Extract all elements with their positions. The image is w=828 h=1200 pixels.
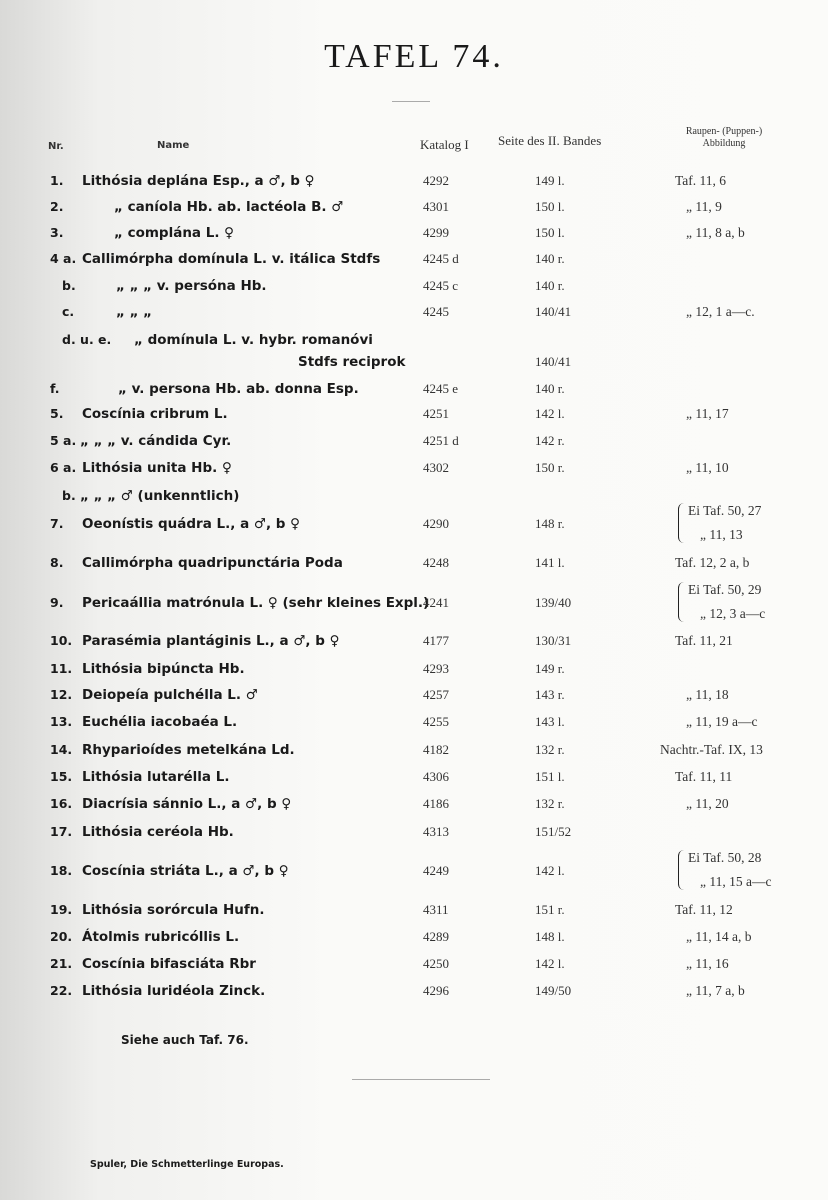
table-row <box>0 331 828 353</box>
table-row <box>0 432 828 454</box>
row-abbildung: „ 11, 20 <box>686 796 729 811</box>
footer-credit: Spuler, Die Schmetterlinge Europas. <box>90 1159 284 1170</box>
table-row <box>0 632 828 654</box>
row-abbildung-secondary: „ 11, 13 <box>700 527 743 542</box>
row-seite: 143 l. <box>535 714 565 729</box>
row-katalog: 4289 <box>423 929 449 944</box>
row-katalog: 4292 <box>423 173 449 188</box>
row-nr: 18. <box>50 863 73 878</box>
row-abbildung: „ 11, 17 <box>686 406 729 421</box>
grouping-brace <box>678 582 684 622</box>
row-name: „ „ „ <box>116 304 153 320</box>
row-name: Oeonístis quádra L., a ♂, b ♀ <box>82 516 301 532</box>
header-abbildung: Raupen- (Puppen-) Abbildung <box>685 126 763 149</box>
row-abbildung-secondary: „ 11, 15 a—c <box>700 874 772 889</box>
header-seite: Seite des II. Bandes <box>498 133 602 148</box>
row-nr: 12. <box>50 687 73 702</box>
row-name: „ „ „ ♂ (unkenntlich) <box>80 488 240 504</box>
row-nr: 4 a. <box>50 251 77 266</box>
table-row <box>0 459 828 481</box>
row-seite: 132 r. <box>535 742 565 757</box>
row-katalog: 4257 <box>423 687 449 702</box>
row-name: „ domínula L. v. hybr. romanóvi <box>134 332 373 348</box>
row-name: Callimórpha domínula L. v. itálica Stdfs <box>82 251 381 267</box>
row-katalog: 4177 <box>423 633 449 648</box>
table-row <box>0 713 828 735</box>
row-seite: 140 r. <box>535 278 565 293</box>
row-abbildung: „ 11, 18 <box>686 687 729 702</box>
row-seite: 140/41 <box>535 354 572 369</box>
row-katalog: 4306 <box>423 769 449 784</box>
row-nr: 9. <box>50 595 64 610</box>
row-name: Deiopeía pulchélla L. ♂ <box>82 687 258 703</box>
row-name: Lithósia luridéola Zinck. <box>82 983 266 999</box>
row-katalog: 4255 <box>423 714 449 729</box>
row-abbildung: Ei Taf. 50, 27 <box>688 503 762 518</box>
row-name: Euchélia iacobaéa L. <box>82 714 238 730</box>
row-nr: 14. <box>50 742 73 757</box>
row-name: Lithósia sorórcula Hufn. <box>82 902 265 918</box>
row-nr: 5. <box>50 406 64 421</box>
row-nr: 17. <box>50 824 73 839</box>
grouping-brace <box>678 850 684 890</box>
row-abbildung: Taf. 12, 2 a, b <box>675 555 750 570</box>
row-katalog: 4299 <box>423 225 449 240</box>
table-row <box>0 850 828 889</box>
row-abbildung: „ 11, 8 a, b <box>686 225 745 240</box>
row-abbildung: „ 11, 10 <box>686 460 729 475</box>
row-seite: 150 r. <box>535 460 565 475</box>
row-name: Lithósia bipúncta Hb. <box>82 661 245 677</box>
row-name: Lithósia deplána Esp., a ♂, b ♀ <box>82 173 315 189</box>
row-seite: 148 r. <box>535 516 565 531</box>
row-name: Pericaállia matrónula L. ♀ (sehr kleines Expl.) <box>82 595 430 611</box>
row-name: Diacrísia sánnio L., a ♂, b ♀ <box>82 796 292 812</box>
table-row <box>0 982 828 1004</box>
row-name: „ caníola Hb. ab. lactéola B. ♂ <box>114 199 344 215</box>
row-seite: 151/52 <box>535 824 572 839</box>
row-name: Rhyparioídes metelkána Ld. <box>82 742 295 758</box>
title-divider <box>392 101 430 102</box>
table-row <box>0 303 828 325</box>
row-nr: 11. <box>50 661 73 676</box>
table-row <box>0 250 828 272</box>
row-nr: 16. <box>50 796 73 811</box>
row-seite: 132 r. <box>535 796 565 811</box>
header-nr: Nr. <box>48 141 64 152</box>
row-name: Lithósia unita Hb. ♀ <box>82 460 232 476</box>
row-nr: 1. <box>50 173 64 188</box>
row-abbildung: „ 11, 16 <box>686 956 729 971</box>
row-name: Lithósia lutarélla L. <box>82 769 230 785</box>
row-katalog: 4249 <box>423 863 449 878</box>
row-name: Stdfs reciprok <box>298 354 406 370</box>
row-name: „ complána L. ♀ <box>114 225 235 241</box>
table-row <box>0 823 828 845</box>
row-name: „ „ „ v. cándida Cyr. <box>80 433 232 449</box>
row-nr: c. <box>62 304 75 319</box>
row-abbildung: Taf. 11, 11 <box>675 769 733 784</box>
see-also-note: Siehe auch Taf. 76. <box>121 1033 249 1047</box>
row-seite: 142 l. <box>535 956 565 971</box>
row-nr: 7. <box>50 516 64 531</box>
table-row <box>0 277 828 299</box>
row-nr: 20. <box>50 929 73 944</box>
row-katalog: 4251 d <box>423 433 459 448</box>
row-katalog: 4248 <box>423 555 449 570</box>
row-abbildung: Nachtr.-Taf. IX, 13 <box>660 742 763 757</box>
row-nr: 10. <box>50 633 73 648</box>
row-abbildung: Taf. 11, 6 <box>675 173 727 188</box>
row-katalog: 4241 <box>423 595 449 610</box>
table-row <box>0 405 828 427</box>
row-abbildung: „ 11, 9 <box>686 199 722 214</box>
table-row <box>0 955 828 977</box>
table-row <box>0 795 828 817</box>
row-nr: 19. <box>50 902 73 917</box>
row-nr: d. u. e. <box>62 332 112 347</box>
row-seite: 148 l. <box>535 929 565 944</box>
row-seite: 142 r. <box>535 433 565 448</box>
row-katalog: 4302 <box>423 460 449 475</box>
row-nr: 3. <box>50 225 64 240</box>
row-name: „ v. persona Hb. ab. donna Esp. <box>118 381 359 397</box>
row-seite: 151 l. <box>535 769 565 784</box>
row-katalog: 4245 <box>423 304 449 319</box>
row-nr: 6 a. <box>50 460 77 475</box>
row-katalog: 4250 <box>423 956 449 971</box>
row-katalog: 4182 <box>423 742 449 757</box>
row-seite: 143 r. <box>535 687 565 702</box>
row-name: Coscínia striáta L., a ♂, b ♀ <box>82 863 289 879</box>
row-seite: 150 l. <box>535 199 565 214</box>
row-nr: b. <box>62 488 76 503</box>
row-seite: 149/50 <box>535 983 572 998</box>
row-katalog: 4313 <box>423 824 449 839</box>
row-abbildung: „ 11, 14 a, b <box>686 929 752 944</box>
table-row <box>0 660 828 682</box>
row-nr: f. <box>50 381 60 396</box>
table-row <box>0 554 828 576</box>
row-katalog: 4301 <box>423 199 449 214</box>
row-seite: 141 l. <box>535 555 565 570</box>
header-katalog: Katalog I <box>420 137 469 152</box>
row-nr: 13. <box>50 714 73 729</box>
row-nr: 22. <box>50 983 73 998</box>
row-katalog: 4311 <box>423 902 449 917</box>
bottom-divider <box>352 1079 490 1080</box>
row-abbildung: „ 11, 7 a, b <box>686 983 745 998</box>
row-katalog: 4245 e <box>423 381 459 396</box>
row-name: Átolmis rubricóllis L. <box>82 929 240 945</box>
row-katalog: 4296 <box>423 983 449 998</box>
row-nr: 15. <box>50 769 73 784</box>
row-seite: 142 l. <box>535 406 565 421</box>
row-seite: 140 r. <box>535 251 565 266</box>
page-title: TAFEL 74. <box>324 38 504 75</box>
row-abbildung: „ 12, 1 a—c. <box>686 304 755 319</box>
row-seite: 140 r. <box>535 381 565 396</box>
row-abbildung-secondary: „ 12, 3 a—c <box>700 606 766 621</box>
row-abbildung: Taf. 11, 12 <box>675 902 733 917</box>
table-row <box>0 172 828 194</box>
table-row <box>0 686 828 708</box>
table-row <box>0 901 828 923</box>
row-nr: 2. <box>50 199 64 214</box>
row-seite: 151 r. <box>535 902 565 917</box>
row-nr: 5 a. <box>50 433 77 448</box>
row-abbildung: Ei Taf. 50, 29 <box>688 582 762 597</box>
row-name: Coscínia cribrum L. <box>82 406 228 422</box>
row-seite: 140/41 <box>535 304 572 319</box>
table-row <box>0 224 828 246</box>
row-seite: 139/40 <box>535 595 572 610</box>
table-row <box>0 198 828 220</box>
row-seite: 150 l. <box>535 225 565 240</box>
row-nr: 21. <box>50 956 73 971</box>
row-abbildung: „ 11, 19 a—c <box>686 714 758 729</box>
row-name: „ „ „ v. persóna Hb. <box>116 278 267 294</box>
table-row <box>0 928 828 950</box>
grouping-brace <box>678 503 684 543</box>
row-katalog: 4186 <box>423 796 449 811</box>
header-name: Name <box>157 140 190 151</box>
table-row <box>0 582 828 621</box>
table-row <box>0 503 828 542</box>
table-row <box>0 380 828 402</box>
row-katalog: 4251 <box>423 406 449 421</box>
row-name: Coscínia bifasciáta Rbr <box>82 956 256 972</box>
row-abbildung: Ei Taf. 50, 28 <box>688 850 762 865</box>
row-nr: 8. <box>50 555 64 570</box>
row-name: Parasémia plantáginis L., a ♂, b ♀ <box>82 633 340 649</box>
row-nr: b. <box>62 278 76 293</box>
table-row <box>0 768 828 790</box>
row-name: Callimórpha quadripunctária Poda <box>82 555 343 571</box>
row-name: Lithósia ceréola Hb. <box>82 824 234 840</box>
row-abbildung: Taf. 11, 21 <box>675 633 733 648</box>
row-katalog: 4245 d <box>423 251 459 266</box>
row-seite: 142 l. <box>535 863 565 878</box>
row-katalog: 4290 <box>423 516 449 531</box>
row-seite: 149 l. <box>535 173 565 188</box>
row-seite: 149 r. <box>535 661 565 676</box>
table-row <box>0 741 828 763</box>
row-katalog: 4245 c <box>423 278 459 293</box>
table-row <box>0 353 828 375</box>
row-katalog: 4293 <box>423 661 449 676</box>
row-seite: 130/31 <box>535 633 572 648</box>
